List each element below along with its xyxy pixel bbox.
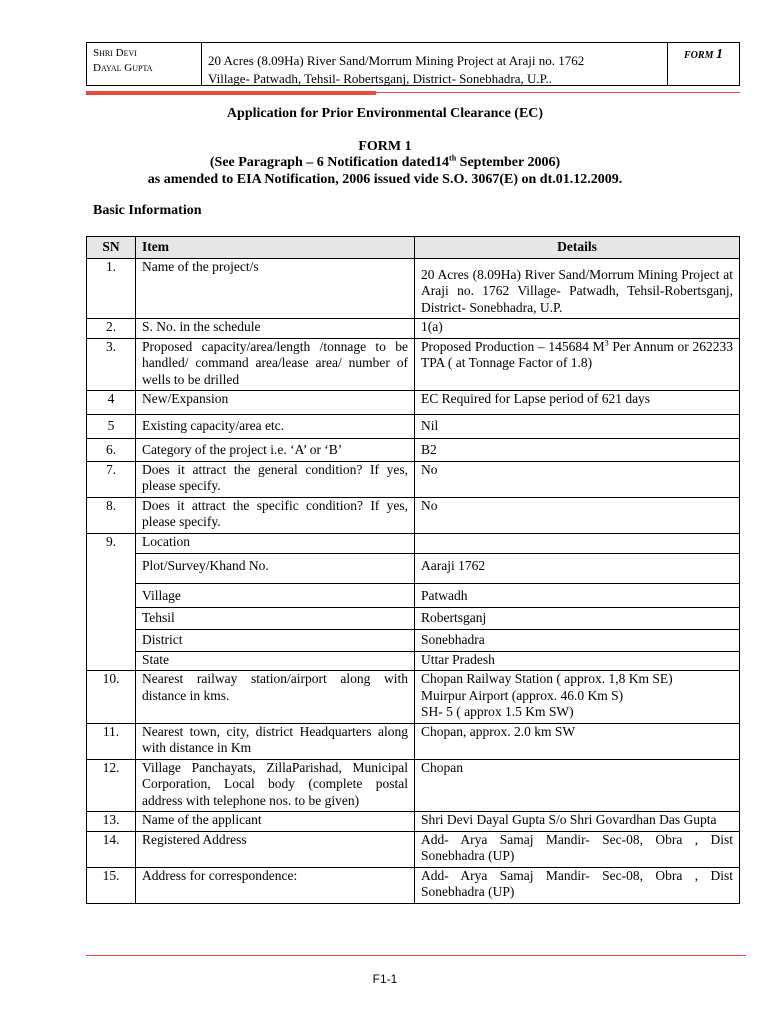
row-item: Name of the project/s — [136, 258, 415, 319]
row-details: Robertsganj — [415, 607, 740, 629]
details-sup: 3 — [604, 338, 609, 347]
details-line-2: Muirpur Airport (approx. 46.0 Km S) — [421, 687, 624, 703]
row-sn-empty — [87, 583, 136, 607]
para-sup: th — [449, 153, 457, 163]
table-row — [87, 553, 740, 583]
section-heading: Basic Information — [93, 203, 202, 218]
row-sn: 15. — [87, 867, 136, 903]
header-rule-line — [86, 92, 740, 93]
table-row — [87, 723, 740, 759]
details-text-pre: Proposed Production – 145684 M — [421, 338, 605, 354]
header-title-line-1: 20 Acres (8.09Ha) River Sand/Morrum Mining Project at Araji no. 1762 — [208, 53, 585, 68]
row-sn-empty — [87, 651, 136, 671]
row-details: Chopan — [415, 759, 740, 812]
row-item: Nearest railway station/airport along with distance in kms. — [136, 671, 415, 724]
row-details: No — [415, 461, 740, 497]
page-number: F1-1 — [372, 972, 398, 986]
row-sn: 3. — [87, 338, 136, 391]
row-sn: 4 — [87, 391, 136, 415]
row-item: Nearest town, city, district Headquarters along with distance in Km — [136, 723, 415, 759]
table-row — [87, 391, 740, 415]
row-details: Add- Arya Samaj Mandir- Sec-08, Obra , Dist Sonebhadra (UP) — [415, 831, 740, 867]
footer-rule — [86, 955, 746, 956]
table-row — [87, 319, 740, 339]
row-details: Nil — [415, 415, 740, 439]
row-item: Tehsil — [136, 607, 415, 629]
row-details — [415, 338, 740, 391]
row-details: Shri Devi Dayal Gupta S/o Shri Govardhan Das Gupta — [415, 812, 740, 832]
row-details: EC Required for Lapse period of 621 days — [415, 391, 740, 415]
row-sn: 12. — [87, 759, 136, 812]
details-line-3: SH- 5 ( approx 1.5 Km SW) — [421, 704, 574, 719]
document-title: Application for Prior Environmental Clearance (EC) — [226, 106, 544, 121]
row-sn-empty — [87, 553, 136, 583]
form-number: 1 — [715, 47, 723, 62]
row-item: Plot/Survey/Khand No. — [136, 553, 415, 583]
row-details: Uttar Pradesh — [415, 651, 740, 671]
details-line-1: Chopan Railway Station ( approx. 1,8 Km SE) — [421, 671, 673, 686]
form-label: FORM — [684, 50, 714, 61]
row-details: Patwadh — [415, 583, 740, 607]
row-sn-empty — [87, 629, 136, 651]
row-item: Does it attract the general condition? If yes, please specify. — [136, 461, 415, 497]
row-sn: 9. — [87, 533, 136, 553]
header-project-title — [202, 42, 668, 86]
row-item: S. No. in the schedule — [136, 319, 415, 339]
header-details: Details — [415, 237, 740, 259]
row-details: B2 — [415, 439, 740, 462]
paragraph-reference — [0, 155, 770, 171]
table-row — [87, 867, 740, 903]
row-details — [415, 533, 740, 553]
row-item: State — [136, 651, 415, 671]
table-row — [87, 439, 740, 462]
row-item: Village — [136, 583, 415, 607]
basic-information-table — [86, 236, 740, 904]
row-sn: 2. — [87, 319, 136, 339]
header-title-line-2: Village- Patwadh, Tehsil- Robertsganj, District- Sonebhadra, U.P.. — [208, 71, 552, 86]
page-header — [86, 42, 740, 86]
row-details — [415, 671, 740, 724]
row-item: Does it attract the specific condition? If yes, please specify. — [136, 497, 415, 533]
table-row — [87, 812, 740, 832]
table-row — [87, 651, 740, 671]
row-details: Add- Arya Samaj Mandir- Sec-08, Obra , Dist Sonebhadra (UP) — [415, 867, 740, 903]
header-author — [86, 42, 202, 86]
details-text-post: Per Annum or 262233 TPA ( at Tonnage Factor of 1.8) — [421, 338, 733, 370]
row-sn-empty — [87, 607, 136, 629]
row-item: Proposed capacity/area/length /tonnage to be handled/ command area/lease area/ number of wells to be drilled — [136, 338, 415, 391]
para-text-pre: (See Paragraph – 6 Notification dated14 — [209, 155, 450, 170]
form-title: FORM 1 — [358, 139, 412, 154]
header-sn: SN — [87, 237, 136, 259]
row-sn: 11. — [87, 723, 136, 759]
row-sn: 7. — [87, 461, 136, 497]
table-row — [87, 338, 740, 391]
row-details: 20 Acres (8.09Ha) River Sand/Morrum Mining Project at Araji no. 1762 Village- Patwadh, Tehsil-Robertsganj, District- Sonebhadra, U.P. — [415, 258, 740, 319]
table-row — [87, 497, 740, 533]
table-row — [87, 629, 740, 651]
row-item: Existing capacity/area etc. — [136, 415, 415, 439]
table-row — [87, 461, 740, 497]
table-row — [87, 583, 740, 607]
row-sn: 14. — [87, 831, 136, 867]
header-rule — [86, 91, 740, 94]
table-row — [87, 533, 740, 553]
row-sn: 8. — [87, 497, 136, 533]
row-details: No — [415, 497, 740, 533]
author-line-1: Shri Devi — [93, 47, 137, 59]
table-row — [87, 607, 740, 629]
row-item: Address for correspondence: — [136, 867, 415, 903]
table-header-row — [87, 237, 740, 259]
row-item: New/Expansion — [136, 391, 415, 415]
row-item: Location — [136, 533, 415, 553]
table-row — [87, 258, 740, 319]
row-details: Sonebhadra — [415, 629, 740, 651]
row-sn: 10. — [87, 671, 136, 724]
row-details: 1(a) — [415, 319, 740, 339]
header-form-label — [668, 42, 740, 86]
row-item: Village Panchayats, ZillaParishad, Municipal Corporation, Local body (complete postal address with telephone nos. to be given) — [136, 759, 415, 812]
row-sn: 6. — [87, 439, 136, 462]
table-row — [87, 759, 740, 812]
table-row — [87, 831, 740, 867]
para-text-post: September 2006) — [456, 155, 561, 170]
row-item: District — [136, 629, 415, 651]
row-item: Category of the project i.e. ‘A’ or ‘B’ — [136, 439, 415, 462]
author-line-2: Dayal Gupta — [93, 62, 153, 74]
amendment-note: as amended to EIA Notification, 2006 issued vide S.O. 3067(E) on dt.01.12.2009. — [147, 172, 623, 187]
header-item: Item — [136, 237, 415, 259]
row-details: Chopan, approx. 2.0 km SW — [415, 723, 740, 759]
row-sn: 13. — [87, 812, 136, 832]
row-sn: 5 — [87, 415, 136, 439]
row-item: Name of the applicant — [136, 812, 415, 832]
row-details: Aaraji 1762 — [415, 553, 740, 583]
table-row — [87, 415, 740, 439]
row-item: Registered Address — [136, 831, 415, 867]
table-row — [87, 671, 740, 724]
row-sn: 1. — [87, 258, 136, 319]
